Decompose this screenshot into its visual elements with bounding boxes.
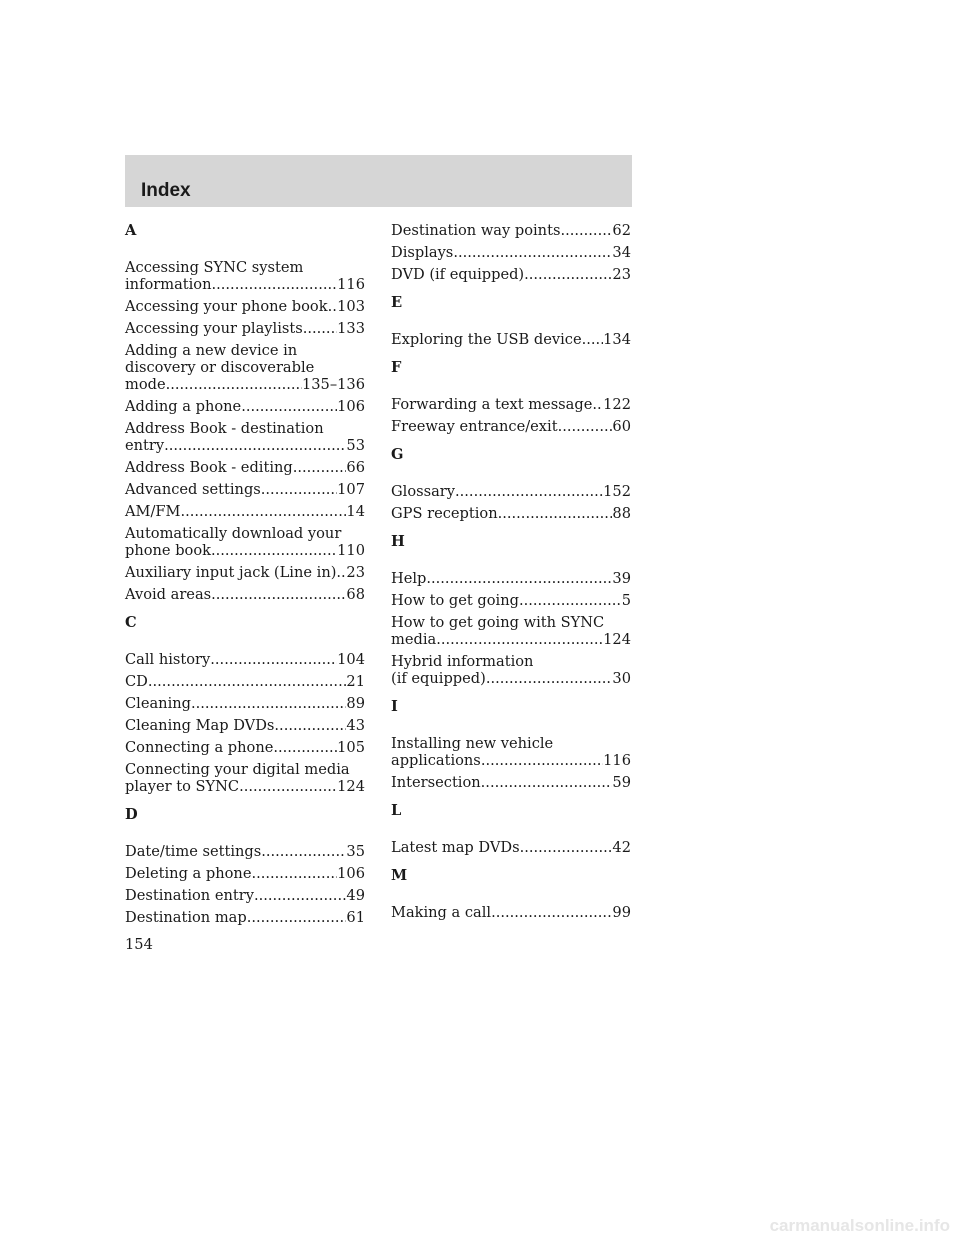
index-entry (391, 653, 631, 687)
index-entry-text: How to get going with SYNC (391, 614, 605, 631)
index-entry (391, 904, 631, 921)
dot-leader (520, 839, 613, 856)
index-entry-page: 124 (337, 778, 365, 795)
dot-leader (273, 739, 337, 756)
index-entry-text: player to SYNC (125, 778, 240, 795)
dot-leader (274, 717, 346, 734)
index-entry-text: Making a call (391, 904, 492, 921)
index-entry-page: 43 (346, 717, 365, 734)
dot-leader (164, 437, 346, 454)
dot-leader (486, 670, 613, 687)
index-entry-page: 34 (612, 244, 631, 261)
index-entry (125, 298, 365, 315)
index-entry (391, 266, 631, 283)
index-entry (125, 564, 365, 581)
index-entry-page: 30 (612, 670, 631, 687)
index-entry-page: 60 (612, 418, 631, 435)
index-entry-page: 61 (346, 909, 365, 926)
dot-leader (436, 631, 603, 648)
index-entry (391, 331, 631, 348)
index-entry-page: 39 (612, 570, 631, 587)
index-entry (391, 505, 631, 522)
index-entry-page: 35 (346, 843, 365, 860)
index-entry-text: Destination map (125, 909, 247, 926)
index-entry-page: 152 (603, 483, 631, 500)
index-entry-text: mode (125, 376, 166, 393)
index-entry-page: 103 (337, 298, 365, 315)
dot-leader (519, 592, 622, 609)
index-entry (125, 503, 365, 520)
dot-leader (582, 331, 604, 348)
index-entry (125, 761, 365, 795)
index-entry-text: Latest map DVDs (391, 839, 520, 856)
index-entry-text: discovery or discoverable (125, 359, 315, 376)
index-entry-page: 53 (346, 437, 365, 454)
dot-leader (558, 418, 613, 435)
index-entry-page: 23 (612, 266, 631, 283)
index-entry-page: 106 (337, 398, 365, 415)
index-entry-text: Address Book - editing (125, 459, 293, 476)
section-title: Index (141, 180, 191, 201)
index-entry (125, 651, 365, 668)
index-entry-page: 134 (603, 331, 631, 348)
index-entry-text: Installing new vehicle (391, 735, 554, 752)
index-entry-text: Cleaning (125, 695, 191, 712)
watermark: carmanualsonline.info (769, 1216, 950, 1235)
index-entry-page: 105 (337, 739, 365, 756)
index-entry (125, 887, 365, 904)
index-letter-heading: M (391, 867, 408, 884)
index-entry-text: Forwarding a text message (391, 396, 593, 413)
dot-leader (211, 542, 337, 559)
index-entry-text: information (125, 276, 212, 293)
index-entry-text: Connecting a phone (125, 739, 274, 756)
index-entry (391, 222, 631, 239)
index-letter-heading: L (391, 802, 402, 819)
index-entry (125, 398, 365, 415)
dot-leader (254, 887, 346, 904)
index-entry-text: Accessing your phone book (125, 298, 328, 315)
index-letter-heading: D (125, 806, 138, 823)
index-entry-text: Date/time settings (125, 843, 262, 860)
index-entry (125, 695, 365, 712)
index-entry (125, 459, 365, 476)
index-entry-text: Accessing SYNC system (125, 259, 304, 276)
dot-leader (560, 222, 612, 239)
index-entry-text: Destination entry (125, 887, 254, 904)
index-letter-heading: I (391, 698, 398, 715)
page-number: 154 (125, 936, 153, 953)
index-entry-text: Deleting a phone (125, 865, 252, 882)
index-entry (391, 614, 631, 648)
index-entry-page: 23 (346, 564, 365, 581)
index-entry-text: CD (125, 673, 148, 690)
index-entry-page: 99 (612, 904, 631, 921)
index-entry-page: 107 (337, 481, 365, 498)
index-letter-heading: H (391, 533, 405, 550)
index-entry-text: Glossary (391, 483, 456, 500)
index-entry-text: Destination way points (391, 222, 561, 239)
index-entry-text: Cleaning Map DVDs (125, 717, 275, 734)
dot-leader (241, 398, 337, 415)
dot-leader (211, 586, 346, 603)
dot-leader (210, 651, 337, 668)
index-entry (391, 839, 631, 856)
dot-leader (148, 673, 347, 690)
index-entry-text: Freeway entrance/exit (391, 418, 558, 435)
index-entry (125, 586, 365, 603)
index-entry-text: GPS reception (391, 505, 498, 522)
index-entry-page: 14 (346, 503, 365, 520)
dot-leader (166, 376, 302, 393)
index-entry-page: 42 (612, 839, 631, 856)
dot-leader (453, 244, 612, 261)
index-entry-page: 66 (346, 459, 365, 476)
dot-leader (426, 570, 612, 587)
index-entry-text: media (391, 631, 437, 648)
index-column-right (391, 222, 631, 926)
index-entry-text: Accessing your playlists (125, 320, 303, 337)
index-entry-text: Connecting your digital media (125, 761, 350, 778)
index-letter-heading: A (125, 222, 137, 239)
index-entry-page: 104 (337, 651, 365, 668)
index-entry-text: Hybrid information (391, 653, 534, 670)
index-entry (391, 735, 631, 769)
index-entry-page: 21 (346, 673, 365, 690)
index-entry-page: 62 (612, 222, 631, 239)
dot-leader (247, 909, 347, 926)
index-entry-text: How to get going (391, 592, 519, 609)
index-letter-heading: F (391, 359, 402, 376)
index-entry-page: 49 (346, 887, 365, 904)
index-entry-page: 89 (346, 695, 365, 712)
dot-leader (251, 865, 337, 882)
section-header (125, 155, 632, 207)
index-entry (125, 342, 365, 393)
index-entry (125, 320, 365, 337)
index-entry-text: AM/FM (125, 503, 181, 520)
index-entry-page: 116 (337, 276, 365, 293)
index-entry (391, 774, 631, 791)
index-entry (391, 244, 631, 261)
index-entry (125, 673, 365, 690)
index-letter-heading: C (125, 614, 137, 631)
index-entry-page: 110 (337, 542, 365, 559)
index-entry (125, 420, 365, 454)
index-entry-page: 106 (337, 865, 365, 882)
index-entry (125, 525, 365, 559)
dot-leader (328, 298, 338, 315)
dot-leader (293, 459, 347, 476)
index-letter-heading: E (391, 294, 403, 311)
dot-leader (180, 503, 346, 520)
index-entry-text: Adding a phone (125, 398, 242, 415)
index-entry (125, 259, 365, 293)
dot-leader (336, 564, 346, 581)
index-entry (391, 570, 631, 587)
dot-leader (303, 320, 337, 337)
index-entry-text: Exploring the USB device (391, 331, 582, 348)
index-column-left (125, 222, 365, 931)
dot-leader (261, 481, 337, 498)
index-entry-text: entry (125, 437, 165, 454)
dot-leader (481, 774, 613, 791)
index-entry-page: 122 (603, 396, 631, 413)
dot-leader (239, 778, 337, 795)
index-entry (125, 909, 365, 926)
index-entry (125, 481, 365, 498)
index-entry-page: 68 (346, 586, 365, 603)
index-entry-text: DVD (if equipped) (391, 266, 525, 283)
index-entry-text: Avoid areas (125, 586, 212, 603)
index-entry-text: Adding a new device in (125, 342, 298, 359)
index-entry-text: Address Book - destination (125, 420, 324, 437)
index-entry-text: applications (391, 752, 481, 769)
index-entry-text: Auxiliary input jack (Line in) (125, 564, 337, 581)
index-entry-text: phone book (125, 542, 211, 559)
dot-leader (261, 843, 346, 860)
index-entry (391, 592, 631, 609)
index-entry-text: Intersection (391, 774, 481, 791)
index-entry-page: 133 (337, 320, 365, 337)
dot-leader (524, 266, 612, 283)
index-entry (125, 843, 365, 860)
index-entry-text: Displays (391, 244, 454, 261)
index-entry-text: Automatically download your (125, 525, 342, 542)
dot-leader (592, 396, 603, 413)
index-entry (391, 396, 631, 413)
dot-leader (498, 505, 613, 522)
index-letter-heading: G (391, 446, 404, 463)
index-entry (125, 739, 365, 756)
dot-leader (455, 483, 603, 500)
dot-leader (491, 904, 612, 921)
index-entry-page: 135–136 (301, 376, 365, 393)
index-entry-text: Help (391, 570, 427, 587)
index-entry-page: 59 (612, 774, 631, 791)
index-entry (391, 483, 631, 500)
index-entry-page: 5 (621, 592, 631, 609)
index-entry (125, 717, 365, 734)
index-entry (391, 418, 631, 435)
dot-leader (191, 695, 346, 712)
index-entry-text: Call history (125, 651, 211, 668)
index-entry-text: Advanced settings (125, 481, 261, 498)
dot-leader (212, 276, 338, 293)
index-entry-page: 88 (612, 505, 631, 522)
index-entry-page: 116 (603, 752, 631, 769)
index-entry-text: (if equipped) (391, 670, 486, 687)
index-entry-page: 124 (603, 631, 631, 648)
dot-leader (481, 752, 603, 769)
index-entry (125, 865, 365, 882)
